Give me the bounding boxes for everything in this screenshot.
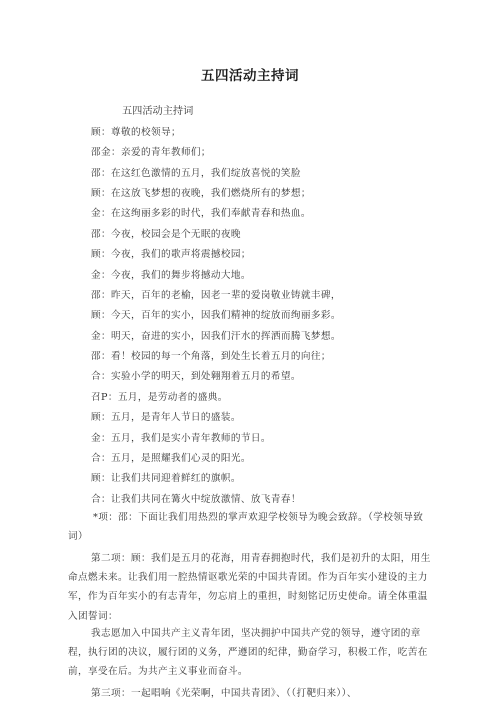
script-line: 顾：尊敬的校领导； <box>91 127 181 138</box>
script-line: 合：五月，是照耀我们心灵的阳光。 <box>91 453 251 464</box>
script-line: 金：五月，我们是实小青年教师的节日。 <box>91 433 271 444</box>
script-line: 金：今夜，我们的舞步将撼动大地。 <box>91 270 251 281</box>
paragraph-item-three: 第三项：一起唱响《光荣啊，中国共青团》、（（打靶归来））、 <box>91 688 357 699</box>
page-title: 五四活动主持词 <box>201 68 299 84</box>
paragraph-item-two: 第二项：顾：我们是五月的花海，用青春拥抱时代，我们是初升的太阳，用生命点燃未来。让我们用一腔热情讴歌光荣的中国共青团。作为百年实小建设的主力军，作为百年实小的有志青年，勿忘肩上的重担，时刻铭记历史使命。请全体重温入团誓词： <box>68 553 431 622</box>
script-line: 顾：今夜，我们的歌声将震撼校园； <box>91 249 251 260</box>
script-line: 顾：今天，百年的实小，因我们精神的绽放而绚丽多彩。 <box>91 310 341 321</box>
document-subtitle: 五四活动主持词 <box>122 106 194 117</box>
script-line: 合：让我们共同在篝火中绽放激情、放飞青春！ <box>91 494 301 505</box>
script-line: 邵金：亲爱的青年教师们； <box>91 147 211 158</box>
script-line: 金：明天，奋进的实小，因我们汗水的挥洒而腾飞梦想。 <box>91 331 341 342</box>
script-line: 邵：看！校园的每一个角落，到处生长着五月的向往； <box>91 351 331 362</box>
script-line: 顾：让我们共同迎着鲜红的旗帜。 <box>91 473 241 484</box>
script-line: 邵：昨天，百年的老榆，因老一辈的爱岗敬业铸就丰碑， <box>91 290 341 301</box>
script-line: 邵：今夜，校园会是个无眠的夜晚 <box>91 229 241 240</box>
script-line: 顾：五月，是青年人节日的盛装。 <box>91 412 241 423</box>
script-line: 顾：在这放飞梦想的夜晚，我们燃烧所有的梦想； <box>91 188 311 199</box>
script-line: 合：实验小学的明天，到处翱翔着五月的希望。 <box>91 371 301 382</box>
oath-paragraph: 我志愿加入中国共产主义青年团，坚决拥护中国共产党的领导，遵守团的章程，执行团的决议，履行团的义务，严遵团的纪律，勤奋学习，积极工作，吃苦在前，享受在后。为共产主义事业而奋斗。 <box>68 628 428 678</box>
paragraph-item-one: *项：邵：下面让我们用热烈的掌声欢迎学校领导为晚会致辞。（学校领导致词） <box>68 512 424 543</box>
script-line: 金：在这绚丽多彩的时代，我们奉献青春和热血。 <box>91 208 311 219</box>
script-line: 邵：在这红色激情的五月，我们绽放喜悦的笑脸 <box>91 168 301 179</box>
script-line: 召P：五月，是劳动者的盛典。 <box>91 392 228 403</box>
